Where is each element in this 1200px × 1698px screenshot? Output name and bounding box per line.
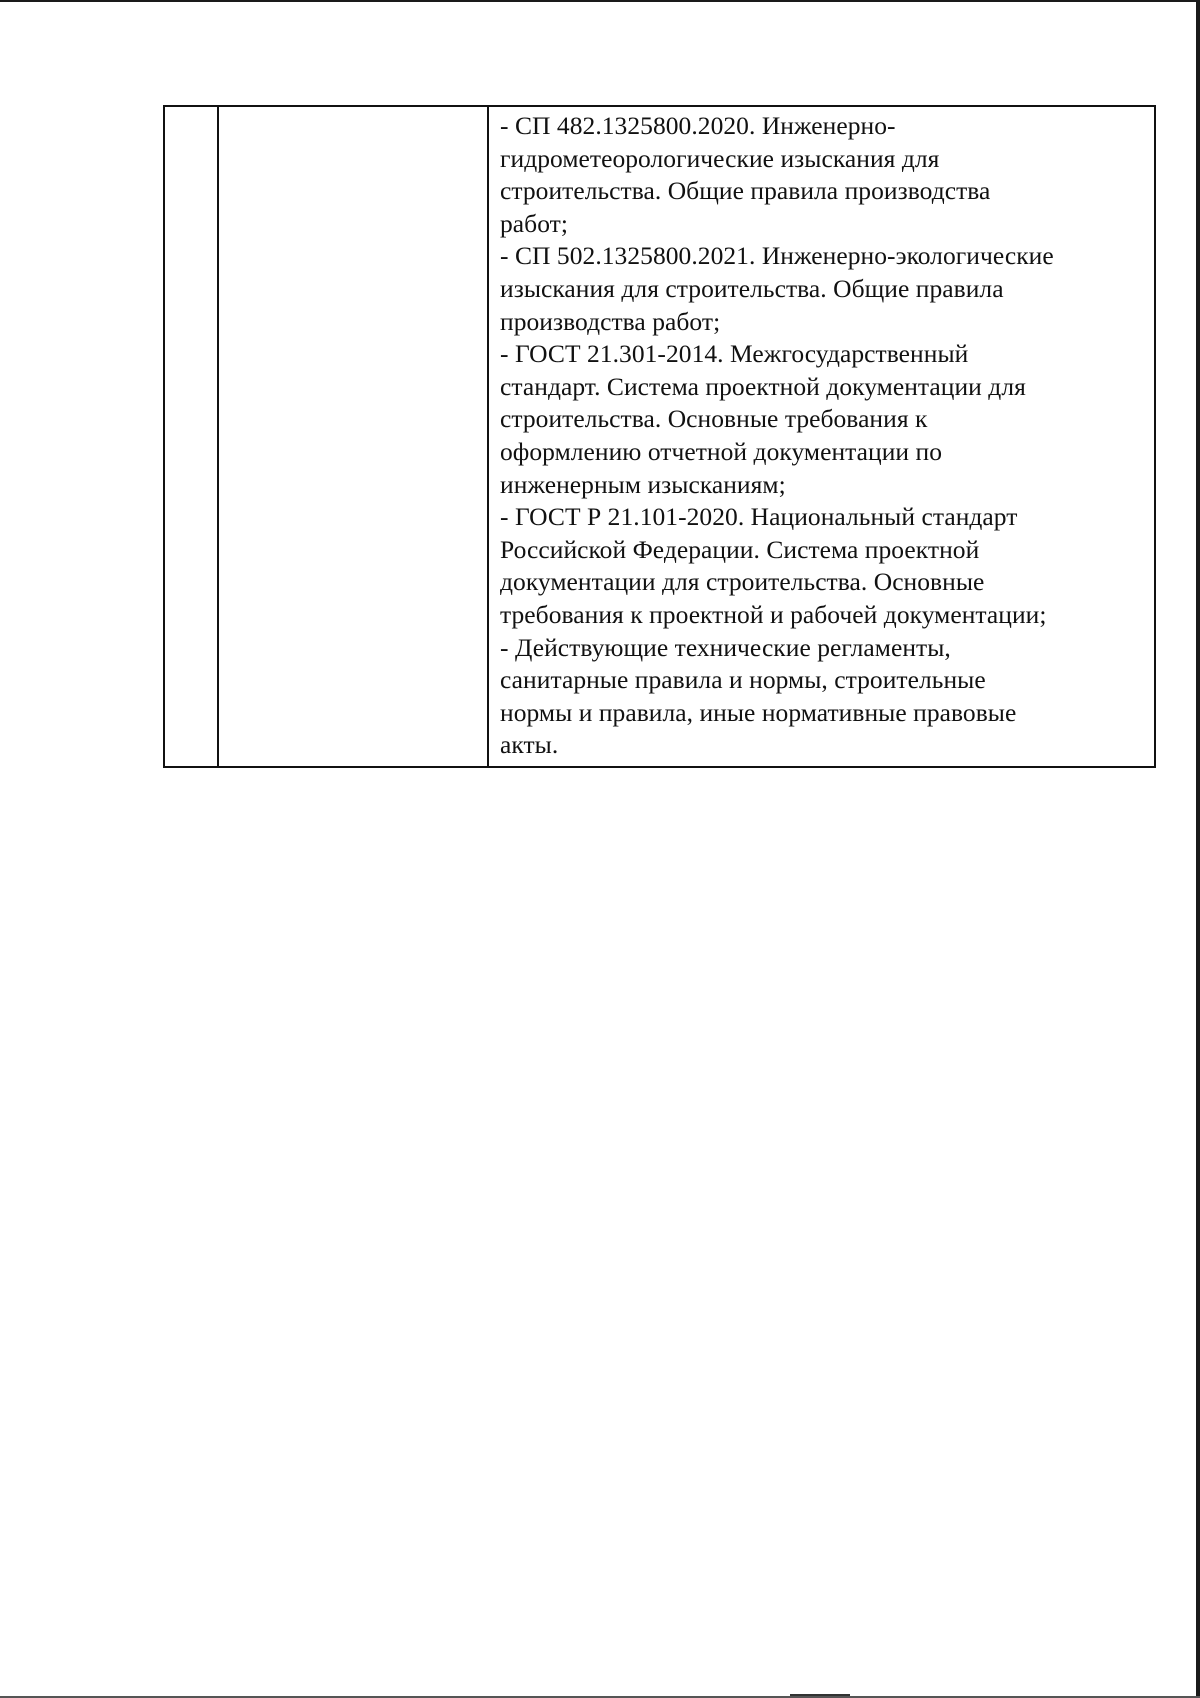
text-line: - СП 482.1325800.2020. Инженерно- <box>500 111 896 140</box>
text-line: - ГОСТ Р 21.101-2020. Национальный стандарт <box>500 502 1018 532</box>
text-line: производства работ; <box>500 306 721 336</box>
table-row <box>164 106 1155 767</box>
scan-border-top <box>0 0 1200 2</box>
text-line: стандарт. Система проектной документации для <box>500 371 1026 401</box>
text-line: Российской Федерации. Система проектной <box>500 534 980 564</box>
row-content-cell <box>488 106 1155 767</box>
text-line: санитарные правила и нормы, строительные <box>500 665 986 695</box>
text-line: гидрометеорологические изыскания для <box>500 143 940 173</box>
text-line: строительства. Общие правила производства <box>500 176 991 206</box>
text-line: нормы и правила, иные нормативные правовые <box>500 697 1017 727</box>
row-number-cell <box>164 106 218 767</box>
text-line: - СП 502.1325800.2021. Инженерно-экологические <box>500 241 1054 271</box>
text-line: - Действующие технические регламенты, <box>500 632 951 662</box>
text-line: инженерным изысканиям; <box>500 469 786 499</box>
text-line: изыскания для строительства. Общие правила <box>500 273 1004 303</box>
text-line: - ГОСТ 21.301-2014. Межгосударственный <box>500 339 969 369</box>
text-line: строительства. Основные требования к <box>500 404 928 434</box>
text-line: акты. <box>500 730 559 760</box>
text-line: требования к проектной и рабочей документации; <box>500 599 1047 629</box>
text-line: работ; <box>500 208 568 238</box>
text-line: оформлению отчетной документации по <box>500 436 943 466</box>
requirements-table <box>163 105 1156 768</box>
row-name-cell <box>218 106 488 767</box>
scan-artifact-mark <box>790 1694 850 1696</box>
normative-documents-list <box>500 110 1148 762</box>
scan-border-right <box>1196 0 1200 1698</box>
text-line: документации для строительства. Основные <box>500 567 985 597</box>
